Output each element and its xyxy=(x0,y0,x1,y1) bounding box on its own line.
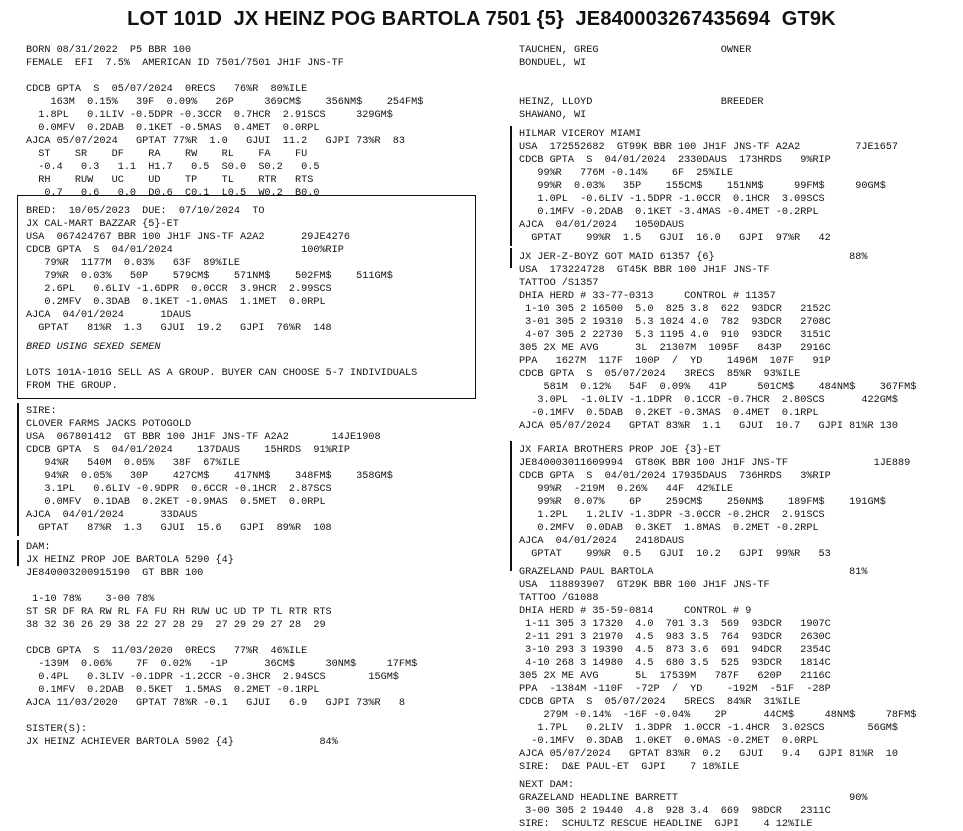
bred-line: USA 067424767 BBR 100 JH1F JNS-TF A2A2 29JE4276 xyxy=(26,232,351,243)
sire-section-bar xyxy=(17,403,19,536)
dam-line: AJCA 11/03/2020 GPTAT 78%R -0.1 GJUI 6.9 GJPI 73%R 8 xyxy=(26,698,406,709)
sire-of-sire-line: 0.1MFV -0.2DAB 0.1KET -3.4MAS -0.4MET -0.2RPL xyxy=(519,207,819,218)
intro-line: 163M 0.15% 39F 0.09% 26P 369CM$ 356NM$ 254FM$ xyxy=(26,97,424,108)
bred-line: BRED: 10/05/2023 DUE: 07/10/2024 TO xyxy=(26,206,265,217)
sire-of-dam-line: AJCA 04/01/2024 2418DAUS xyxy=(519,536,685,547)
dam-of-sire-line: 3-01 305 2 19310 5.3 1024 4.0 782 93DCR 2708C xyxy=(519,317,831,328)
g1-section-bar xyxy=(510,126,512,246)
sire-of-sire-line: GPTAT 99%R 1.5 GJUI 16.0 GJPI 97%R 42 xyxy=(519,233,831,244)
g2-section-bar xyxy=(510,248,512,268)
group-note-line: FROM THE GROUP. xyxy=(26,381,118,392)
dam-of-sire-line: PPA 1627M 117F 100P / YD 1496M 107F 91P xyxy=(519,356,831,367)
sire-line: 94%R 540M 0.05% 38F 67%ILE xyxy=(26,458,240,469)
sire-of-sire-line: AJCA 04/01/2024 1050DAUS xyxy=(519,220,685,231)
bred-line: AJCA 04/01/2024 1DAUS xyxy=(26,310,192,321)
dam-of-sire-line: -0.1MFV 0.5DAB 0.2KET -0.3MAS 0.4MET 0.1RPL xyxy=(519,408,819,419)
sire-line: USA 067801412 GT BBR 100 JH1F JNS-TF A2A2 14JE1908 xyxy=(26,432,381,443)
next-dam-block xyxy=(519,779,867,831)
dam-of-sire-line: 4-07 305 2 22730 5.3 1195 4.0 910 93DCR 3151C xyxy=(519,330,831,341)
dam-of-sire-line: AJCA 05/07/2024 GPTAT 83%R 1.1 GJUI 10.7 GJPI 81%R 130 xyxy=(519,421,899,432)
next-dam-line: NEXT DAM: xyxy=(519,780,575,791)
sire-of-dam-line: 99%R 0.07% 6P 259CM$ 250NM$ 189FM$ 191GM$ xyxy=(519,497,886,508)
owner-line xyxy=(519,83,764,96)
bred-line: 79%R 1177M 0.03% 63F 89%ILE xyxy=(26,258,240,269)
granddam-line: 305 2X ME AVG 5L 17539M 787F 620P 2116C xyxy=(519,671,831,682)
sire-of-dam-block xyxy=(519,444,910,561)
sire-of-sire-block xyxy=(519,128,898,245)
dam-line: JX HEINZ ACHIEVER BARTOLA 5902 {4} 84% xyxy=(26,737,338,748)
owner-line: HEINZ, LLOYD BREEDER xyxy=(519,97,764,108)
dam-of-sire-block xyxy=(519,251,916,433)
dam-of-sire-line: USA 173224728 GT45K BBR 100 JH1F JNS-TF xyxy=(519,265,770,276)
sire-line: 0.0MFV 0.1DAB 0.2KET -0.9MAS 0.5MET 0.0RPL xyxy=(26,497,326,508)
granddam-line: AJCA 05/07/2024 GPTAT 83%R 0.2 GJUI 9.4 GJPI 81%R 10 xyxy=(519,749,899,760)
sire-line: AJCA 04/01/2024 33DAUS xyxy=(26,510,198,521)
dam-of-sire-line: DHIA HERD # 33-77-0313 CONTROL # 11357 xyxy=(519,291,776,302)
owner-line: SHAWANO, WI xyxy=(519,110,587,121)
lot-title: LOT 101D JX HEINZ POG BARTOLA 7501 {5} JE840003267435694 GT9K xyxy=(127,8,836,30)
dam-of-sire-line: 581M 0.12% 54F 0.09% 41P 501CM$ 484NM$ 367FM$ xyxy=(519,382,917,393)
bred-sexed-note: BRED USING SEXED SEMEN xyxy=(26,342,161,353)
sire-of-dam-line: JE840003011609994 GT80K BBR 100 JH1F JNS-TF 1JE889 xyxy=(519,458,911,469)
dam-of-sire-line: TATTOO /S1357 xyxy=(519,278,599,289)
dam-of-sire-line: JX JER-Z-BOYZ GOT MAID 61357 {6} 88% xyxy=(519,252,868,263)
dam-line: JX HEINZ PROP JOE BARTOLA 5290 {4} xyxy=(26,555,234,566)
granddam-line: CDCB GPTA S 05/07/2024 5RECS 84%R 31%ILE xyxy=(519,697,801,708)
intro-line: 0.7 0.6 0.0 D0.6 C0.1 L0.5 W0.2 B0.0 xyxy=(26,188,320,199)
sire-of-dam-line: JX FARIA BROTHERS PROP JOE {3}-ET xyxy=(519,445,721,456)
dam-line xyxy=(26,710,417,723)
granddam-line: 2-11 291 3 21970 4.5 983 3.5 764 93DCR 2630C xyxy=(519,632,831,643)
granddam-line: 3-10 293 3 19390 4.5 873 3.6 691 94DCR 2354C xyxy=(519,645,831,656)
sire-of-dam-line: 0.2MFV 0.0DAB 0.3KET 1.8MAS 0.2MET -0.2RPL xyxy=(519,523,819,534)
granddam-line: PPA -1384M -110F -72P / YD -192M -51F -28P xyxy=(519,684,831,695)
dam-line: CDCB GPTA S 11/03/2020 0RECS 77%R 46%ILE xyxy=(26,646,308,657)
intro-line: AJCA 05/07/2024 GPTAT 77%R 1.0 GJUI 11.2 GJPI 73%R 83 xyxy=(26,136,406,147)
granddam-line: GRAZELAND PAUL BARTOLA 81% xyxy=(519,567,868,578)
granddam-line: 1.7PL 0.2LIV 1.3DPR 1.0CCR -1.4HCR 3.02SCS 56GM$ xyxy=(519,723,899,734)
bred-line: 79%R 0.03% 50P 579CM$ 571NM$ 502FM$ 511GM$ xyxy=(26,271,393,282)
sire-line: 94%R 0.05% 30P 427CM$ 417NM$ 348FM$ 358GM$ xyxy=(26,471,393,482)
sire-of-sire-line: 1.0PL -0.6LIV -1.5DPR -1.0CCR 0.1HCR 3.09SCS xyxy=(519,194,825,205)
granddam-block xyxy=(519,566,916,774)
granddam-line: SIRE: D&E PAUL-ET GJPI 7 18%ILE xyxy=(519,762,740,773)
dam-of-sire-line: 1-10 305 2 16500 5.0 825 3.8 622 93DCR 2152C xyxy=(519,304,831,315)
intro-line: FEMALE EFI 7.5% AMERICAN ID 7501/7501 JH1F JNS-TF xyxy=(26,58,344,69)
dam-line xyxy=(26,632,417,645)
intro-line: ST SR DF RA RW RL FA FU xyxy=(26,149,308,160)
group-sale-note xyxy=(26,367,417,393)
g3-section-bar xyxy=(510,441,512,571)
sire-of-sire-line: 99%R 776M -0.14% 6F 25%ILE xyxy=(519,168,733,179)
dam-line: 38 32 36 26 29 38 22 27 28 29 27 29 29 27 28 29 xyxy=(26,620,326,631)
granddam-line: 4-10 268 3 14980 4.5 680 3.5 525 93DCR 1814C xyxy=(519,658,831,669)
granddam-line: 1-11 305 3 17320 4.0 701 3.3 569 93DCR 1907C xyxy=(519,619,831,630)
sire-of-sire-line: CDCB GPTA S 04/01/2024 2330DAUS 173HRDS 9%RIP xyxy=(519,155,831,166)
intro-line: CDCB GPTA S 05/07/2024 0RECS 76%R 80%ILE xyxy=(26,84,308,95)
granddam-line: DHIA HERD # 35-59-0814 CONTROL # 9 xyxy=(519,606,752,617)
granddam-line: USA 118893907 GT29K BBR 100 JH1F JNS-TF xyxy=(519,580,770,591)
granddam-line: 279M -0.14% -16F -0.04% 2P 44CM$ 48NM$ 78FM$ xyxy=(519,710,917,721)
next-dam-line: 3-00 305 2 19440 4.8 928 3.4 669 98DCR 2311C xyxy=(519,806,831,817)
bred-line: CDCB GPTA S 04/01/2024 100%RIP xyxy=(26,245,344,256)
intro-line: RH RUW UC UD TP TL RTR RTS xyxy=(26,175,314,186)
dam-block xyxy=(26,541,417,749)
dam-section-bar xyxy=(17,540,19,566)
dam-of-sire-line: 305 2X ME AVG 3L 21307M 1095F 843P 2916C xyxy=(519,343,831,354)
dam-line: 0.4PL 0.3LIV -0.1DPR -1.2CCR -0.3HCR 2.94SCS 15GM$ xyxy=(26,672,399,683)
dam-line: 0.1MFV 0.2DAB 0.5KET 1.5MAS 0.2MET -0.1RPL xyxy=(26,685,320,696)
bred-line: 0.2MFV 0.3DAB 0.1KET -1.0MAS 1.1MET 0.0RPL xyxy=(26,297,326,308)
dam-line: JE840003200915190 GT BBR 100 xyxy=(26,568,204,579)
intro-line: -0.4 0.3 1.1 H1.7 0.5 S0.0 S0.2 0.5 xyxy=(26,162,320,173)
sire-of-dam-line: 1.2PL 1.2LIV -1.3DPR -3.0CCR -0.2HCR 2.91SCS xyxy=(519,510,825,521)
sire-line: 3.1PL 0.6LIV -0.9DPR 0.6CCR -0.1HCR 2.87SCS xyxy=(26,484,332,495)
intro-line xyxy=(26,70,423,83)
bred-line: GPTAT 81%R 1.3 GJUI 19.2 GJPI 76%R 148 xyxy=(26,323,332,334)
granddam-line: -0.1MFV 0.3DAB 1.0KET 0.0MAS -0.2MET 0.0RPL xyxy=(519,736,819,747)
granddam-line: TATTOO /G1088 xyxy=(519,593,599,604)
dam-line: -139M 0.06% 7F 0.02% -1P 36CM$ 30NM$ 17FM$ xyxy=(26,659,418,670)
sire-line: CDCB GPTA S 04/01/2024 137DAUS 15HRDS 91%RIP xyxy=(26,445,351,456)
owner-breeder-block xyxy=(519,44,764,122)
dam-of-sire-line: 3.0PL -1.0LIV -1.1DPR 0.1CCR -0.7HCR 2.80SCS 422GM$ xyxy=(519,395,899,406)
dam-line: ST SR DF RA RW RL FA FU RH RUW UC UD TP TL RTR RTS xyxy=(26,607,332,618)
dam-of-sire-line: CDCB GPTA S 05/07/2024 3RECS 85%R 93%ILE xyxy=(519,369,801,380)
sire-of-dam-line: CDCB GPTA S 04/01/2024 17935DAUS 736HRDS 3%RIP xyxy=(519,471,831,482)
sire-of-sire-line: USA 172552682 GT99K BBR 100 JH1F JNS-TF A2A2 7JE1657 xyxy=(519,142,899,153)
dam-line: SISTER(S): xyxy=(26,724,88,735)
sire-line: SIRE: xyxy=(26,406,57,417)
sire-line: GPTAT 87%R 1.3 GJUI 15.6 GJPI 89%R 108 xyxy=(26,523,332,534)
group-note-line: LOTS 101A-101G SELL AS A GROUP. BUYER CAN CHOOSE 5-7 INDIVIDUALS xyxy=(26,368,418,379)
next-dam-line: GRAZELAND HEADLINE BARRETT 90% xyxy=(519,793,868,804)
bred-line: JX CAL-MART BAZZAR {5}-ET xyxy=(26,219,179,230)
sire-of-sire-line: 99%R 0.03% 35P 155CM$ 151NM$ 99FM$ 90GM$ xyxy=(519,181,886,192)
next-dam-line: SIRE: SCHULTZ RESCUE HEADLINE GJPI 4 12%ILE xyxy=(519,819,813,830)
bred-line: 2.6PL 0.6LIV -1.6DPR 0.0CCR 3.9HCR 2.99SCS xyxy=(26,284,332,295)
bred-block xyxy=(26,205,393,335)
owner-line: TAUCHEN, GREG OWNER xyxy=(519,45,752,56)
sire-of-dam-line: GPTAT 99%R 0.5 GJUI 10.2 GJPI 99%R 53 xyxy=(519,549,831,560)
sire-block xyxy=(26,405,393,535)
dam-line: 1-10 78% 3-00 78% xyxy=(26,594,155,605)
owner-line: BONDUEL, WI xyxy=(519,58,587,69)
dam-line: DAM: xyxy=(26,542,51,553)
dam-intro-block xyxy=(26,44,423,200)
sire-line: CLOVER FARMS JACKS POTOGOLD xyxy=(26,419,192,430)
sire-of-dam-line: 99%R -219M 0.26% 44F 42%ILE xyxy=(519,484,733,495)
owner-line xyxy=(519,70,764,83)
sire-of-sire-line: HILMAR VICEROY MIAMI xyxy=(519,129,642,140)
intro-line: 1.8PL 0.1LIV -0.5DPR -0.3CCR 0.7HCR 2.91SCS 329GM$ xyxy=(26,110,393,121)
intro-line: 0.0MFV 0.2DAB 0.1KET -0.5MAS 0.4MET 0.0RPL xyxy=(26,123,320,134)
intro-line: BORN 08/31/2022 P5 BBR 100 xyxy=(26,45,192,56)
dam-line xyxy=(26,580,417,593)
